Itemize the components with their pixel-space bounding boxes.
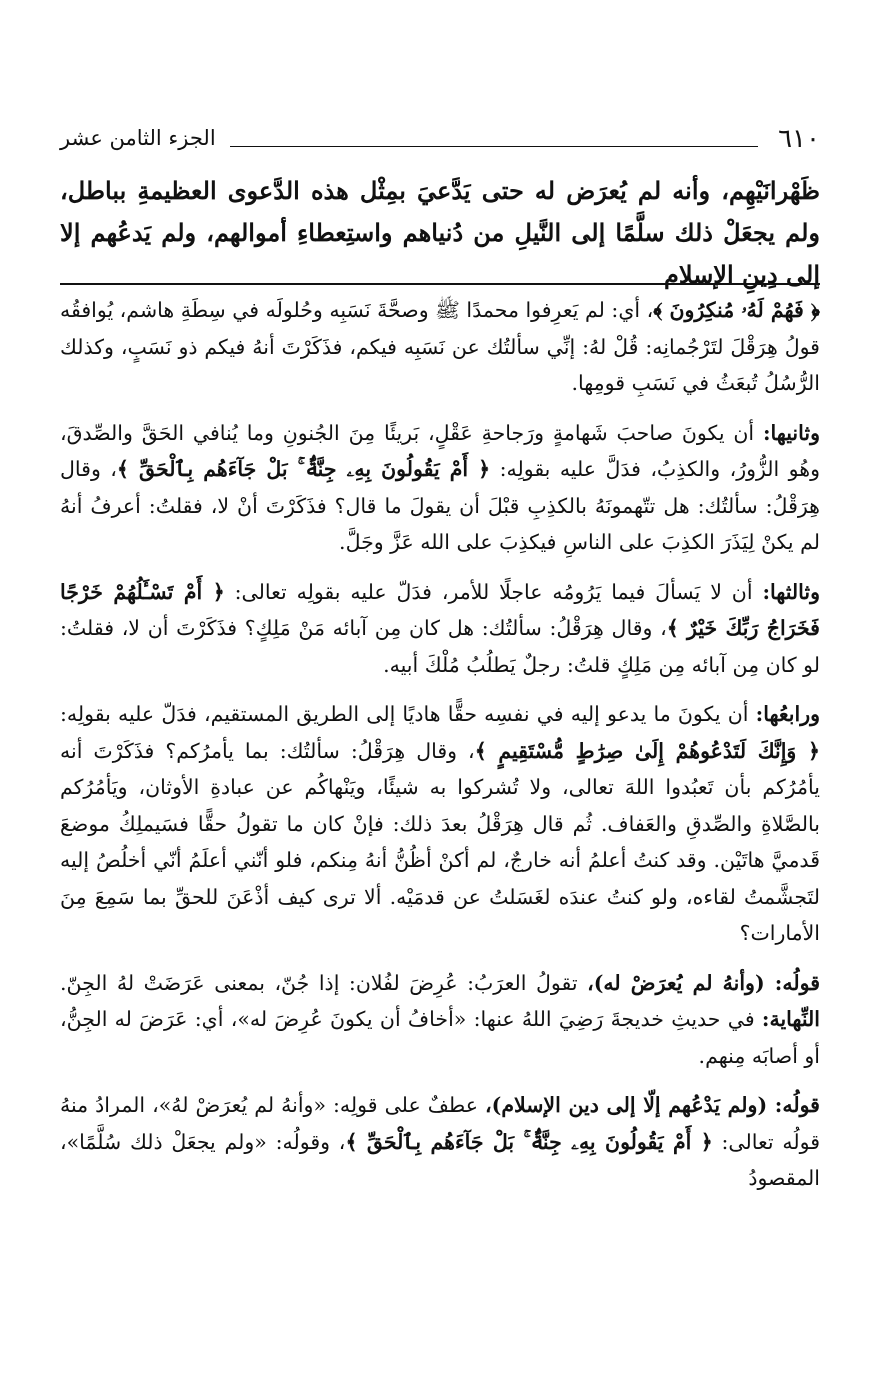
text-divider bbox=[60, 283, 820, 285]
main-text-block bbox=[60, 170, 820, 296]
main-text: ظَهْرانَيْهِم، وأنه لم يُعرَض له حتى يَدَّعيَ بمِثْل هذه الدَّعوى العظيمةِ بباطل، ولم يجعَلْ ذلك سلَّمًا إلى النَّيلِ من دُنياهم واستِعطاءِ أموالهم، ولم يَدعُهم إلا إلى دِينِ الإسلام bbox=[60, 176, 820, 289]
quran-quote: ﴿ أَمْ تَسْـَٔلُهُمْ خَرْجًا فَخَرَاجُ رَبِّكَ خَيْرٌ ﴾ bbox=[60, 579, 820, 640]
paragraph-text: ، وقال هِرَقْلُ: سألتُك: هل تتّهمونَهُ بالكذِبِ قبْلَ أن يقولَ ما قال؟ فذَكَرْتَ أنْ لا، فقلتُ: أعرفُ أنهُ لم يكنْ لِيَذَرَ الكذِبَ على الناسِ فيكذِبَ على الله عَزَّ وجَلَّ. bbox=[60, 457, 820, 554]
paragraph-label: ورابعُها: bbox=[755, 702, 820, 726]
commentary-paragraph-2 bbox=[60, 415, 820, 561]
commentary-paragraph-3 bbox=[60, 574, 820, 684]
commentary-paragraph-1 bbox=[60, 292, 820, 402]
quran-quote: ﴿ أَمْ يَقُولُونَ بِهِۦ جِنَّةٌۢ ۚ بَلْ جَآءَهُم بِٱلْحَقِّ ﴾ bbox=[345, 1129, 713, 1154]
paragraph-text: في حديثِ خديجةَ رَضِيَ اللهُ عنها: «أخافُ أن يكونَ عُرِضَ له»، أي: عَرَضَ له الجِنُّ، أو أصابَه مِنهم. bbox=[60, 1007, 820, 1068]
paragraph-text: ، وقال هِرَقْلُ: سألتُك: هل كان مِن آبائه مَنْ مَلِكٍ؟ فذَكَرْتَ أن لا، فقلتُ: لو كان مِن آبائه مِن مَلِكٍ قلتُ: رجلٌ يَطلُبُ مُلْكَ أبيه. bbox=[60, 616, 820, 677]
paragraph-text: ، أي: لم يَعرِفوا محمدًا ﷺ وصحَّةَ نَسَبِه وحُلولَه في سِطَةِ هاشم، يُوافقُه قولُ هِرَقْلَ لتَرْجُمانِه: قُلْ لهُ: إنِّي سألتُك عن نَسَبِه فيكم، فذَكَرْتَ أنهُ فيكم ذو نَسَبٍ، وكذلك الرُّسُلُ تُبعَثُ في نَسَبِ قومِها. bbox=[60, 298, 820, 395]
header-rule bbox=[230, 146, 758, 147]
source-label: النِّهاية: bbox=[761, 1007, 820, 1031]
page-number: ٦١٠ bbox=[778, 124, 820, 154]
paragraph-text: ، وقولُه: «ولم يجعَلْ ذلك سُلَّمًا»، المقصودُ bbox=[60, 1129, 820, 1190]
commentary-paragraph-5 bbox=[60, 965, 820, 1075]
quran-quote: ﴿ وَإِنَّكَ لَتَدْعُوهُمْ إِلَىٰ صِرَٰطٍ مُّسْتَقِيمٍ ﴾ bbox=[474, 738, 820, 763]
part-title: الجزء الثامن عشر bbox=[60, 126, 216, 150]
paragraph-label: وثالثها: bbox=[762, 579, 820, 604]
paragraph-label: وثانيها: bbox=[762, 420, 820, 445]
commentary-block bbox=[60, 292, 820, 1210]
paragraph-text: أن يكونَ ما يدعو إليه في نفسِه حقًّا هاديًا إلى الطريق المستقيم، فدَلّ عليه بقولِه: bbox=[60, 702, 756, 726]
paragraph-text: أن لا يَسألَ فيما يَرُومُه عاجلًا للأمر، فدَلّ عليه بقولِه تعالى: bbox=[224, 579, 763, 604]
paragraph-label: قولُه: (ولم يَدْعُهم إلّا إلى دين الإسلام)، bbox=[485, 1093, 820, 1117]
paragraph-text: أن يكونَ صاحبَ شَهامةٍ ورَجاحةِ عَقْلٍ، بَريئًا مِنَ الجُنونِ وما يُنافي الحَقَّ والصِّدقَ، وهُو الزُّورُ، والكذِبُ، فدَلَّ عليه بقولِه: bbox=[60, 420, 820, 481]
page-header bbox=[60, 120, 820, 160]
quran-quote: ﴿ أَمْ يَقُولُونَ بِهِۦ جِنَّةٌۢ ۚ بَلْ جَآءَهُم بِٱلْحَقِّ ﴾ bbox=[116, 457, 491, 481]
paragraph-text: تقولُ العرَبُ: عُرِضَ لفُلان: إذا جُنّ، بمعنى عَرَضَتْ لهُ الجِنّ. bbox=[60, 970, 588, 995]
paragraph-text: عطفٌ على قولِه: «وأنهُ لم يُعرَضْ لهُ»، المرادُ منهُ قولُه تعالى: bbox=[60, 1093, 821, 1154]
paragraph-label: قولُه: (وأنهُ لم يُعرَضْ له)، bbox=[587, 970, 820, 995]
commentary-paragraph-6 bbox=[60, 1087, 820, 1197]
quran-quote: ﴿ فَهُمْ لَهُۥ مُنكِرُونَ ﴾ bbox=[653, 298, 820, 322]
commentary-paragraph-4 bbox=[60, 696, 820, 952]
paragraph-text: ، وقال هِرَقْلُ: سألتُك: بما يأمرُكم؟ فذَكَرْتَ أنه يأمُرُكم بأن تَعبُدوا اللهَ تعالى، ولا تُشركوا به شيئًا، ويَنْهاكُم عن عبادةِ الأوثان، ويَأمُرُكم بالصَّلاةِ والصِّدقِ والعَفاف. ثُم قال هِرَقْلُ بعدَ ذلك: فإنْ كان ما تقولُ حقًّا فسَيملِكُ موضعَ قَدميَّ هاتَيْن. وقد كنتُ أعلمُ أنه خارجٌ، لم أكنْ أظُنُّ أنهُ مِنكم، فلو أنّني أعلَمُ أنّي أخلُصُ إليه لتَجشَّمتُ لقاءه، ولو كنتُ عندَه لغَسَلتُ عن قدمَيْه. ألا ترى كيف أذْعَنَ للحقِّ بما سَمِعَ مِنَ الأمارات؟ bbox=[60, 738, 820, 945]
